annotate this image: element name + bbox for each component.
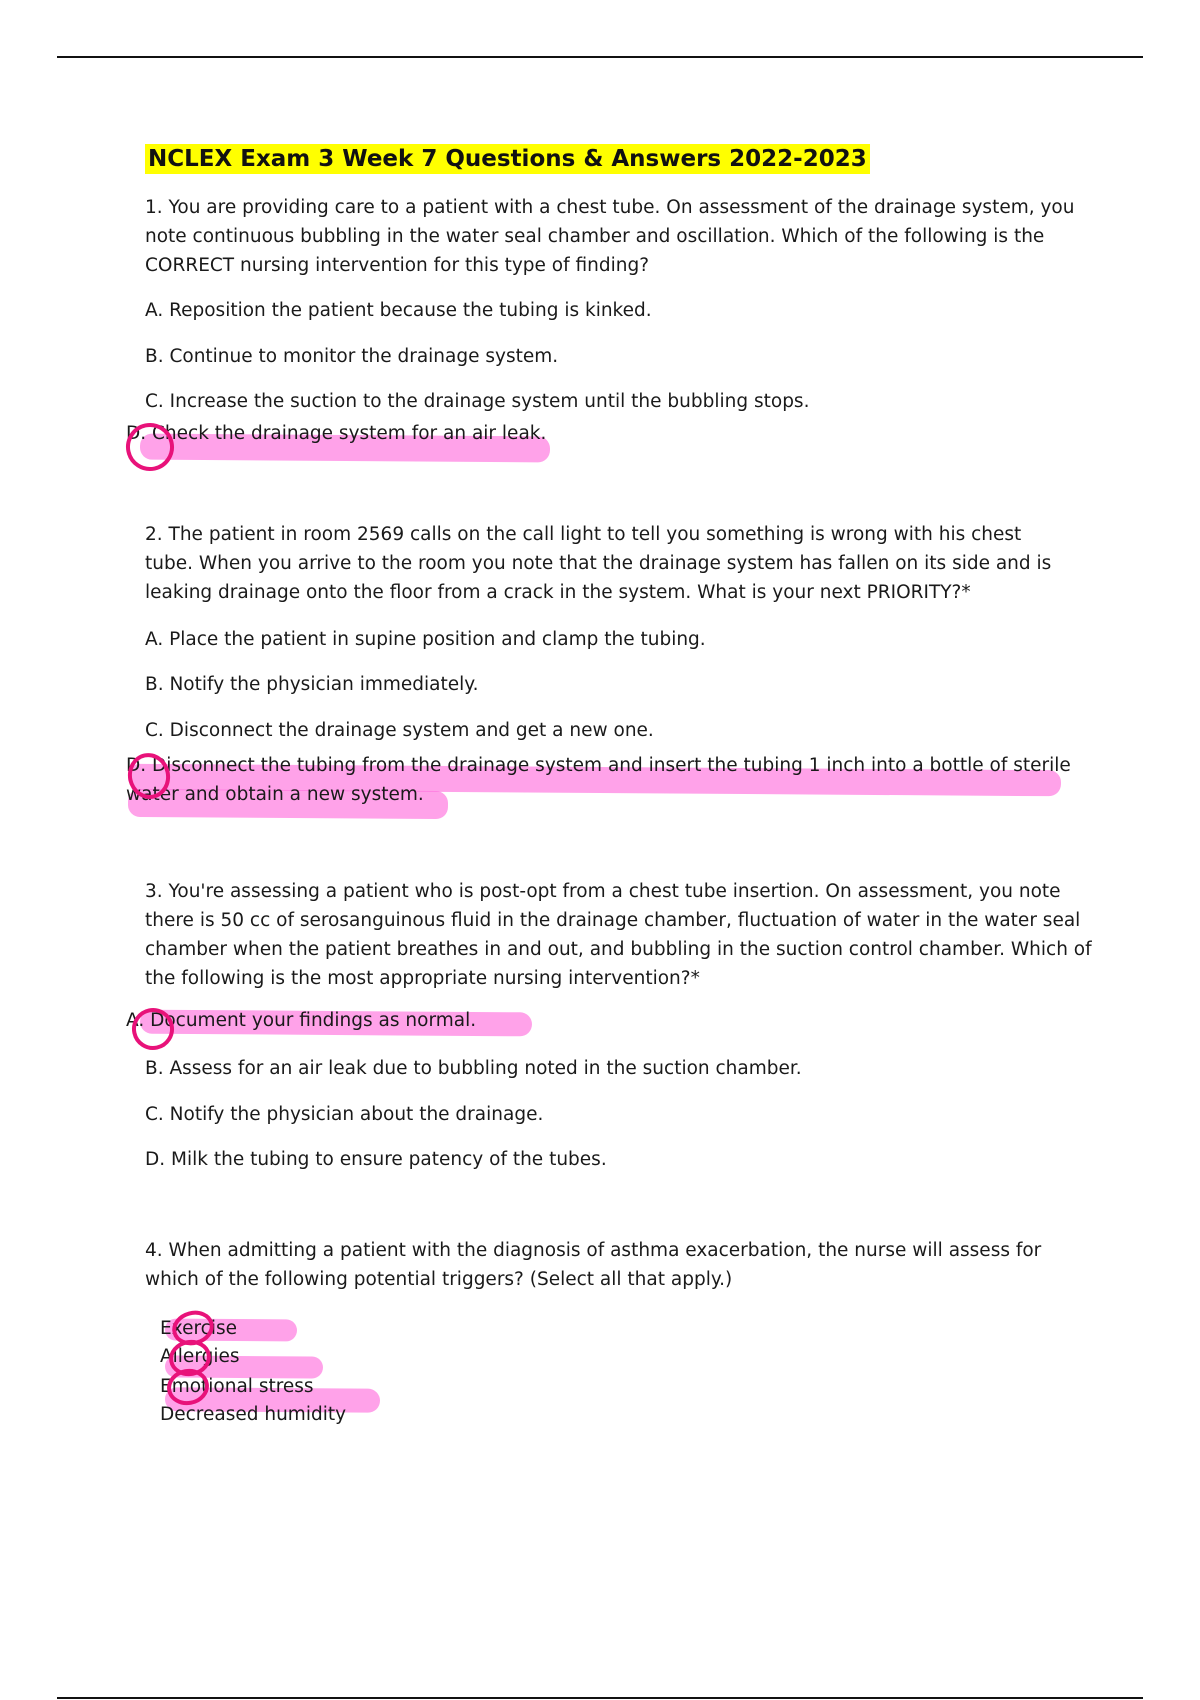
question-1-option-b: B. Continue to monitor the drainage system. bbox=[145, 346, 559, 367]
question-4-item-emotional-stress: Emotional stress bbox=[160, 1376, 314, 1397]
question-2-line-3: leaking drainage onto the floor from a crack in the system. What is your next PRIORITY?* bbox=[145, 582, 971, 603]
question-4-line-2: which of the following potential triggers? (Select all that apply.) bbox=[145, 1269, 733, 1290]
question-2-option-d-cont: water and obtain a new system. bbox=[126, 784, 424, 805]
question-1-line-2: note continuous bubbling in the water seal chamber and oscillation. Which of the following is the bbox=[145, 226, 1045, 247]
question-3-line-3: chamber when the patient breathes in and out, and bubbling in the suction control chamber. Which of bbox=[145, 939, 1092, 960]
question-2-option-d: D. Disconnect the tubing from the drainage system and insert the tubing 1 inch into a bottle of sterile bbox=[126, 755, 1071, 776]
question-1-line-3: CORRECT nursing intervention for this type of finding? bbox=[145, 255, 650, 276]
document-title: NCLEX Exam 3 Week 7 Questions & Answers 2022-2023 bbox=[145, 144, 870, 174]
question-3-option-a: A. Document your findings as normal. bbox=[126, 1010, 477, 1031]
question-3-option-c: C. Notify the physician about the drainage. bbox=[145, 1104, 544, 1125]
question-2-option-c: C. Disconnect the drainage system and get a new one. bbox=[145, 720, 654, 741]
question-4-item-decreased-humidity: Decreased humidity bbox=[160, 1404, 347, 1425]
question-2-option-b: B. Notify the physician immediately. bbox=[145, 674, 479, 695]
question-2-line-2: tube. When you arrive to the room you note that the drainage system has fallen on its side and is bbox=[145, 553, 1052, 574]
question-3-option-d: D. Milk the tubing to ensure patency of the tubes. bbox=[145, 1149, 607, 1170]
question-1-option-c: C. Increase the suction to the drainage system until the bubbling stops. bbox=[145, 391, 810, 412]
question-4-line-1: 4. When admitting a patient with the diagnosis of asthma exacerbation, the nurse will assess for bbox=[145, 1240, 1042, 1261]
question-1-option-d: D. Check the drainage system for an air leak. bbox=[126, 423, 547, 444]
question-3-line-2: there is 50 cc of serosanguinous fluid in the drainage chamber, fluctuation of water in the water seal bbox=[145, 910, 1081, 931]
question-2-option-a: A. Place the patient in supine position and clamp the tubing. bbox=[145, 629, 706, 650]
question-3-line-4: the following is the most appropriate nursing intervention?* bbox=[145, 968, 700, 989]
bottom-rule bbox=[57, 1697, 1143, 1699]
question-1-option-a: A. Reposition the patient because the tubing is kinked. bbox=[145, 300, 652, 321]
question-4-item-exercise: Exercise bbox=[160, 1318, 237, 1339]
question-3-line-1: 3. You're assessing a patient who is post-opt from a chest tube insertion. On assessment, you note bbox=[145, 881, 1061, 902]
top-rule bbox=[57, 56, 1143, 58]
question-4-item-allergies: Allergies bbox=[160, 1346, 240, 1367]
question-1-line-1: 1. You are providing care to a patient with a chest tube. On assessment of the drainage system, you bbox=[145, 197, 1075, 218]
question-3-option-b: B. Assess for an air leak due to bubbling noted in the suction chamber. bbox=[145, 1058, 802, 1079]
question-2-line-1: 2. The patient in room 2569 calls on the call light to tell you something is wrong with his chest bbox=[145, 524, 1022, 545]
